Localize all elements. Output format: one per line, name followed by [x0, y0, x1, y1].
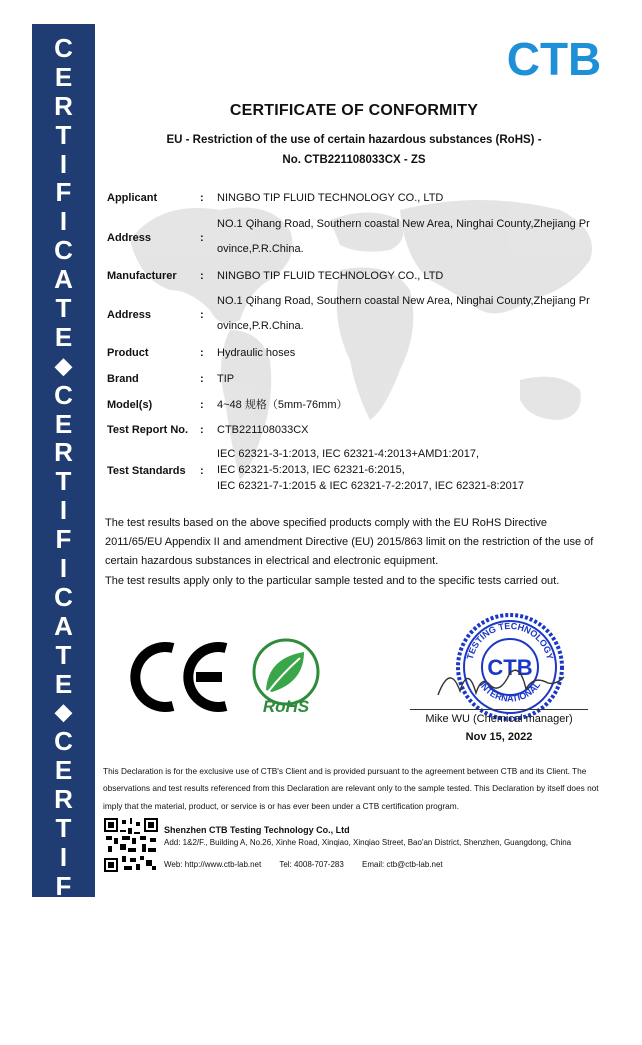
side-band-word: C E R T I F I C A T E	[54, 726, 73, 1045]
ctb-logo-text: CTB	[506, 33, 602, 85]
seal-bottom-text: INTERNATIONAL	[477, 679, 543, 704]
applicant-value: NINGBO TIP FLUID TECHNOLOGY CO., LTD	[217, 192, 444, 204]
signer-name: Mike WU (Chemical manager)	[425, 713, 573, 725]
side-band-separator: ◆	[55, 699, 72, 725]
address2-value: NO.1 Qihang Road, Southern coastal New Area, Ninghai County,Zhejiang Pr ovince,P.R.China.	[217, 295, 590, 332]
standards-colon: :	[200, 465, 204, 477]
standards-label: Test Standards	[107, 465, 186, 477]
company-tel: Tel: 4008-707-283	[279, 860, 344, 869]
address1-value: NO.1 Qihang Road, Southern coastal New Area, Ninghai County,Zhejiang Pr ovince,P.R.China.	[217, 218, 590, 255]
report-value: CTB221108033CX	[217, 424, 309, 436]
manufacturer-label: Manufacturer	[107, 270, 177, 282]
manufacturer-value: NINGBO TIP FLUID TECHNOLOGY CO., LTD	[217, 270, 444, 282]
certificate-subtitle: EU - Restriction of the use of certain hazardous substances (RoHS) -	[166, 134, 542, 146]
side-band-word: C E R T I F I C A T E	[54, 33, 73, 352]
company-email[interactable]: Email: ctb@ctb-lab.net	[362, 860, 443, 869]
brand-label: Brand	[107, 373, 139, 385]
address1-label: Address	[107, 232, 152, 244]
product-value: Hydraulic hoses	[217, 347, 296, 359]
models-value: 4~48 规格（5mm-76mm）	[217, 399, 348, 411]
report-colon: :	[200, 424, 204, 436]
issue-date: Nov 15, 2022	[465, 731, 533, 743]
ctb-logo	[503, 33, 605, 85]
brand-value: TIP	[217, 373, 235, 385]
product-colon: :	[200, 347, 204, 359]
seal-top-text: TESTING TECHNOLOGY	[464, 620, 556, 661]
side-band-separator: ◆	[55, 352, 72, 378]
models-colon: :	[200, 399, 204, 411]
declaration-paragraph: The test results based on the above specified products comply with the EU RoHS Directive 2011/65/EU Appendix II and amendment Directive (EU) 2015/863 limit on the restriction of the use of certain hazardous substances in electrical and electronic equipment.	[105, 517, 594, 567]
address2-colon: :	[200, 309, 204, 321]
ce-mark	[126, 640, 232, 714]
applicant-label: Applicant	[107, 192, 158, 204]
standards-line: IEC 62321-7-1:2015 & IEC 62321-7-2:2017, IEC 62321-8:2017	[217, 480, 524, 492]
company-address: Add: 1&2/F., Building A, No.26, Xinhe Road, Xinqiao, Xinqiao Street, Bao'an District, Shenzhen, Guangdong, China	[164, 838, 572, 847]
side-band-word: C E R T I F I C A T E	[54, 379, 73, 699]
declaration-scope: The test results apply only to the particular sample tested and to the specific tests carried out.	[105, 575, 560, 587]
seal-center-text: CTB	[487, 655, 533, 680]
qr-code	[104, 818, 158, 872]
company-name: Shenzhen CTB Testing Technology Co., Ltd	[164, 825, 350, 835]
disclaimer-text: This Declaration is for the exclusive use of CTB's Client and is provided pursuant to the agreement between CTB and its Client. The observations and test results referenced from this Declaration are relevant only to the sample tested. This Declaration by itself does not imply that the material, product, or service is or has ever been under a CTB certification program.	[103, 766, 599, 811]
side-band-text	[44, 34, 84, 1045]
report-label: Test Report No.	[107, 424, 189, 436]
handwritten-signature	[430, 655, 570, 703]
certificate-number: No. CTB221108033CX - ZS	[282, 154, 426, 166]
standards-line: IEC 62321-3-1:2013, IEC 62321-4:2013+AMD1:2017,	[217, 448, 480, 460]
brand-colon: :	[200, 373, 204, 385]
manufacturer-colon: :	[200, 270, 204, 282]
address2-label: Address	[107, 309, 152, 321]
product-label: Product	[107, 347, 149, 359]
rohs-mark	[248, 638, 324, 716]
standards-value	[217, 446, 602, 494]
applicant-colon: :	[200, 192, 204, 204]
side-band	[32, 24, 95, 1045]
company-web[interactable]: Web: http://www.ctb-lab.net	[164, 860, 262, 869]
address1-colon: :	[200, 232, 204, 244]
rohs-text: RoHS	[262, 697, 310, 716]
standards-line: IEC 62321-5:2013, IEC 62321-6:2015,	[217, 464, 405, 476]
models-label: Model(s)	[107, 399, 153, 411]
signature-line	[410, 709, 588, 710]
company-contact	[164, 860, 459, 869]
certificate-title: CERTIFICATE OF CONFORMITY	[229, 102, 479, 119]
